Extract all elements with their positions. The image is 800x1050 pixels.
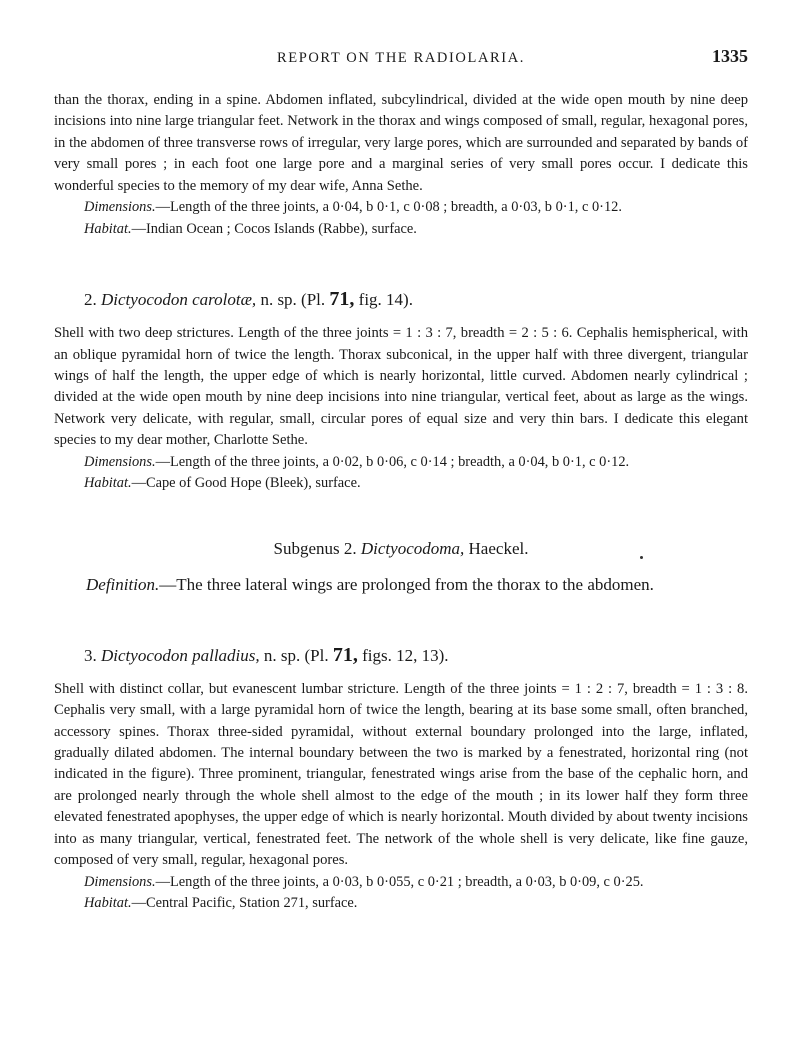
dimensions-label: Dimensions. [84,873,156,890]
species2-dimensions [54,452,748,474]
habitat-label: Habitat. [84,220,132,237]
species2-heading [84,288,748,311]
print-speck [640,556,643,559]
plate-number: 71, [332,643,358,666]
plate-number: 71, [329,288,355,311]
dimensions-text: —Length of the three joints, a 0·02, b 0·06, c 0·14 ; breadth, a 0·04, b 0·1, c 0·12. [155,453,630,470]
page-header [54,44,748,70]
page-number: 1335 [712,46,748,66]
subgenus-heading [54,539,748,559]
species-name: Dictyocodon palladius, [101,645,260,665]
dimensions-label: Dimensions. [84,199,156,216]
habitat-label: Habitat. [84,475,132,492]
running-title: REPORT ON THE RADIOLARIA. [276,50,526,66]
species3-habitat [54,893,748,915]
figure-reference: figs. 12, 13). [357,645,449,665]
habitat-text: —Indian Ocean ; Cocos Islands (Rabbe), surface. [131,220,417,237]
definition-label: Definition. [86,574,160,594]
species3-heading [84,644,748,667]
species2-habitat [54,473,748,495]
habitat-text: —Central Pacific, Station 271, surface. [131,895,358,912]
species1-description: than the thorax, ending in a spine. Abdomen inflated, subcylindrical, divided at the wide open mouth by nine deep incisions into nine large triangular feet. Network in the thorax and wings composed of small, regular, hexagonal pores, in the abdomen of three transverse rows of irregular, very large pores, which are surrounded and separated by bands of very small pores ; in each foot one large pore and a marginal series of very small pores occur. I dedicate this wonderful species to the memory of my dear wife, Anna Sethe. [54,92,748,194]
species3-description: Shell with distinct collar, but evanescent lumbar stricture. Length of the three joints = 1 : 2 : 7, breadth = 1 : 3 : 8. Cephalis very small, with a large pyramidal horn of twice the length, bearing at its base some small, often branched, accessory spines. Thorax three-sided pyramidal, without external boundary prolonged into the large, inflated, gradually dilated abdomen. The internal boundary between the two is marked by a fenestrated, horizontal ring (not indicated in the figure). Three prominent, triangular, fenestrated wings arise from the base of the cephalic horn, and are prolonged nearly through the whole shell almost to the edge of the mouth ; in its lower half they form three elevated fenestrated apophyses, the upper edge of which is nearly horizontal. Mouth divided by about twenty incisions into as many triangular, vertical, fenestrated feet. The network of the whole shell is very delicate, like fine gauze, composed of very small, regular, hexagonal pores. [54,680,748,869]
species-number: 2. [84,290,97,310]
species-nsp: n. sp. (Pl. [259,645,333,665]
dimensions-label: Dimensions. [84,453,156,470]
species-nsp: n. sp. (Pl. [256,290,330,310]
subgenus-definition [54,573,748,596]
subgenus-author: Haeckel. [464,538,529,558]
species2-description: Shell with two deep strictures. Length of the three joints = 1 : 3 : 7, breadth = 2 : 5 : 6. Cephalis hemispherical, with an oblique pyramidal horn of twice the length. Thorax subconical, in the upper half with three divergent, triangular wings of half the length, the upper edge of which is nearly horizontal, little curved. Abdomen nearly cylindrical ; divided at the wide open mouth by nine deep incisions into nine triangular, vertical feet, about as large as the wings. Network very delicate, with regular, small, circular pores of equal size and very thin bars. I dedicate this elegant species to my dear mother, Charlotte Sethe. [54,325,748,449]
figure-reference: fig. 14). [354,290,413,310]
dimensions-text: —Length of the three joints, a 0·03, b 0·055, c 0·21 ; breadth, a 0·03, b 0·09, c 0·25. [155,873,644,890]
definition-text: —The three lateral wings are prolonged from the thorax to the abdomen. [159,574,654,594]
species-number: 3. [84,645,97,665]
species1-dimensions [54,197,748,219]
species1-habitat [54,219,748,241]
habitat-label: Habitat. [84,895,132,912]
species3-dimensions [54,872,748,894]
subgenus-name: Dictyocodoma, [360,538,465,558]
habitat-text: —Cape of Good Hope (Bleek), surface. [131,475,361,492]
page [54,44,748,915]
subgenus-prefix: Subgenus 2. [273,538,361,558]
species-name: Dictyocodon carolotæ, [101,290,257,310]
dimensions-text: —Length of the three joints, a 0·04, b 0·1, c 0·08 ; breadth, a 0·03, b 0·1, c 0·12. [155,199,622,216]
